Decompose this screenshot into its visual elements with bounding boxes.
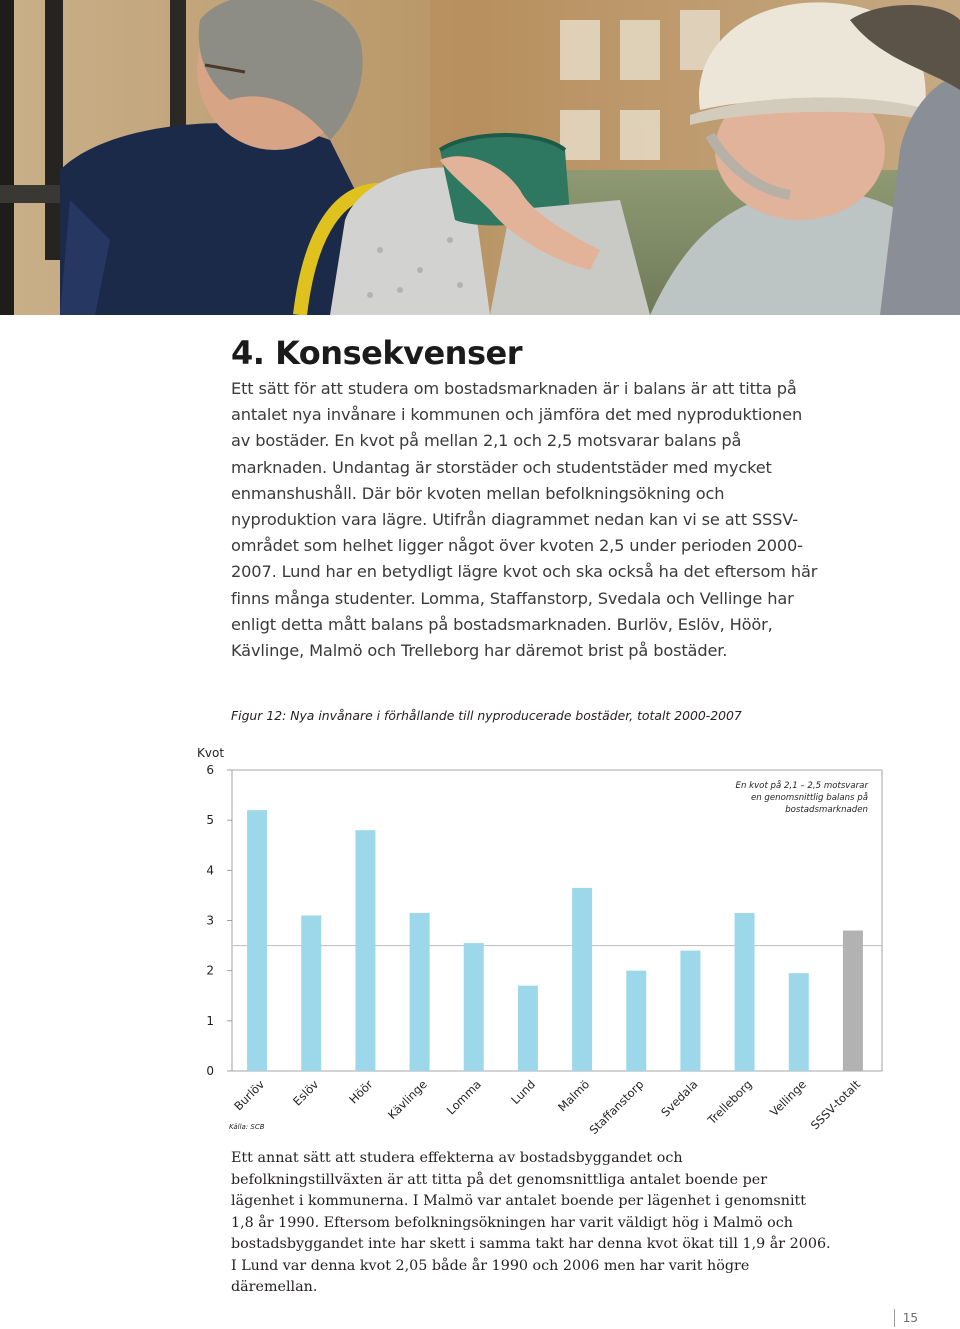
y-tick-label: 1: [206, 1013, 214, 1028]
bar-lomma: [464, 943, 484, 1071]
chart-annotation-line: En kvot på 2,1 – 2,5 motsvarar: [735, 781, 868, 791]
closing-paragraph: Ett annat sätt att studera effekterna av bostadsbyggandet och befolkningstillväxten är att titta på det genomsnittliga antalet boende per lägenhet i kommunerna. I Malmö var antalet boende per lägenhet i genomsnitt 1,8 år 1990. Eftersom befolkningsökningen har varit väldigt hög i Malmö och bostadsbyggandet inte har skett i samma takt har denna kvot ökat till 1,9 år 2006. I Lund var denna kvot 2,05 både år 1990 och 2006 men har varit högre däremellan.: [231, 1150, 831, 1295]
page-number: [894, 1309, 918, 1327]
y-tick-label: 6: [206, 763, 214, 777]
x-tick-label: Lund: [508, 1077, 539, 1107]
bar-chart: [0, 730, 960, 1145]
x-tick-label: Svedala: [658, 1077, 701, 1120]
bar-eslöv: [301, 915, 321, 1071]
chart-annotation-line: bostadsmarknaden: [785, 805, 868, 815]
y-tick-label: 0: [206, 1064, 214, 1078]
y-tick-label: 5: [206, 813, 214, 828]
x-tick-label: Eslöv: [290, 1077, 322, 1109]
x-tick-label: Lomma: [443, 1077, 484, 1118]
intro-paragraph: Ett sätt för att studera om bostadsmarknaden är i balans är att titta på antalet nya invånare i kommunen och jämföra det med nyproduktionen av bostäder. En kvot på mellan 2,1 och 2,5 motsvarar balans på marknaden. Undantag är storstäder och studentstäder med mycket enmanshushåll. Där bör kvoten mellan befolkningsökning och nyproduktion vara lägre. Utifrån diagrammet nedan kan vi se att SSSV-området som helhet ligger något över kvoten 2,5 under perioden 2000-2007. Lund har en betydligt lägre kvot och ska också ha det eftersom här finns många studenter. Lomma, Staffanstorp, Svedala och Vellinge har enligt detta mått balans på bostadsmarknaden. Burlöv, Eslöv, Höör, Kävlinge, Malmö och Trelleborg har däremot brist på bostäder.: [231, 379, 818, 661]
y-axis-label: Kvot: [197, 746, 225, 760]
bar-vellinge: [789, 973, 809, 1071]
bar-trelleborg: [735, 913, 755, 1071]
figure-caption: Figur 12: Nya invånare i förhållande till nyproducerade bostäder, totalt 2000-2007: [231, 708, 742, 723]
y-tick-label: 2: [206, 963, 214, 978]
x-tick-label: SSSV-totalt: [807, 1077, 864, 1133]
chart-source: Källa: SCB: [229, 1123, 265, 1131]
cover-photo: [0, 0, 960, 315]
x-tick-label: Vellinge: [766, 1077, 809, 1120]
x-tick-label: Höör: [346, 1077, 376, 1107]
bar-sssv-totalt: [843, 931, 863, 1071]
x-tick-label: Staffanstorp: [586, 1077, 647, 1138]
y-tick-label: 4: [206, 863, 214, 878]
x-tick-label: Malmö: [555, 1077, 593, 1115]
balance-reference-line: [232, 945, 882, 946]
page-number-text: 15: [902, 1311, 918, 1325]
bar-burlöv: [247, 810, 267, 1071]
bar-höör: [355, 830, 375, 1071]
bar-kävlinge: [410, 913, 430, 1071]
bar-svedala: [680, 951, 700, 1071]
x-tick-label: Kävlinge: [384, 1077, 430, 1122]
chart-annotation-line: en genomsnittlig balans på: [750, 793, 868, 803]
bar-staffanstorp: [626, 971, 646, 1071]
bus-interior-photo: [0, 0, 960, 315]
bar-malmö: [572, 888, 592, 1071]
x-tick-label: Trelleborg: [704, 1077, 755, 1128]
y-tick-label: 3: [206, 913, 214, 928]
x-tick-label: Burlöv: [231, 1077, 268, 1114]
bar-lund: [518, 986, 538, 1071]
page-heading: 4. Konsekvenser: [231, 334, 522, 372]
